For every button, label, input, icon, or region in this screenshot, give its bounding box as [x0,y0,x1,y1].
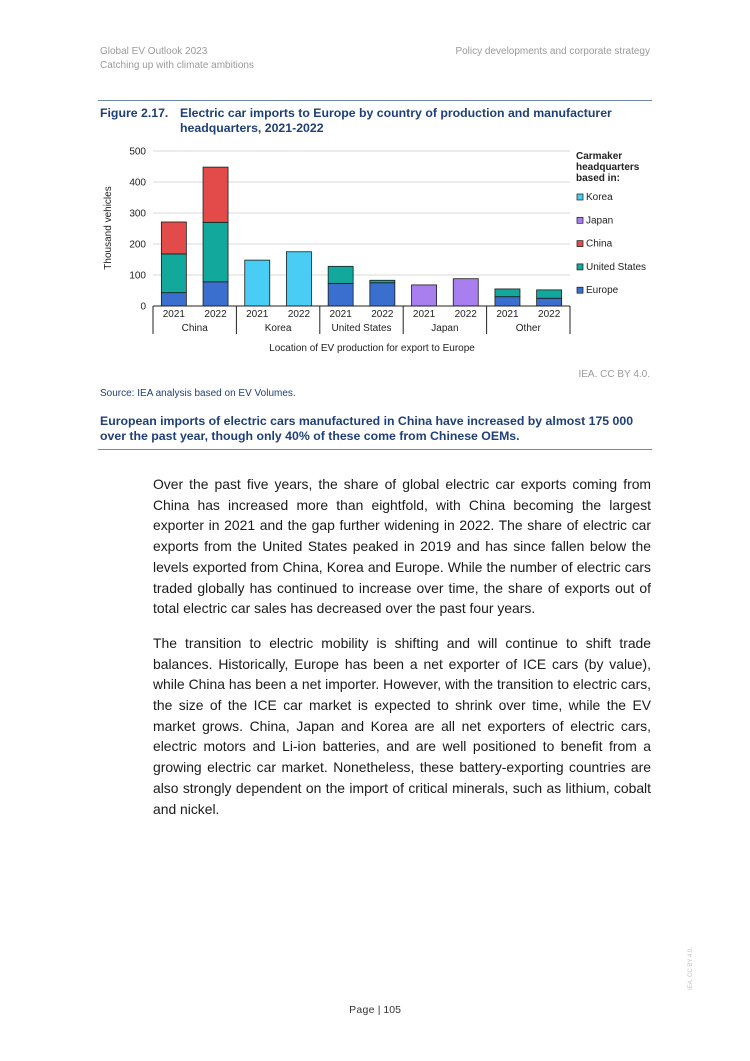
running-header-left [100,45,254,73]
bar-segment-korea [245,260,270,306]
group-label: United States [331,323,392,334]
x-tick-label: 2021 [162,309,185,320]
bar-segment-united-states [203,222,228,282]
stacked-bar-chart [98,142,654,364]
bar-segment-japan [412,285,437,306]
bar-segment-europe [370,283,395,306]
legend-entry: Japan [586,215,614,227]
y-axis-label: Thousand vehicles [103,186,114,270]
group-label: Japan [431,323,459,334]
y-tick-label: 400 [129,177,146,189]
figure-title [100,106,652,136]
y-tick-label: 500 [129,146,146,158]
y-tick-label: 100 [129,270,146,282]
legend-swatch [577,241,583,247]
body-paragraph: The transition to electric mobility is shifting and will continue to shift trade balances. Historically, Europe has been a net exporter of ICE cars (by value), while China has been a net importer. However, with the transition to electric cars, the size of the ICE car market is expected to shrink over time, while the EV market grows. China, Japan and Korea are all net exporters of electric cars, electric motors and Li-ion batteries, and are well positioned to benefit from a growing electric car market. Nonetheless, these battery-exporting countries are also strongly dependent on the import of critical minerals, such as lithium, cobalt and nickel. [153,634,651,817]
legend-title-line-2: headquarters [576,162,640,173]
legend-title-line-3: based in: [576,173,620,184]
y-tick-label: 0 [140,301,146,313]
bar-segment-europe [537,298,562,306]
group-label: Korea [264,323,292,334]
body-text [153,474,651,833]
bar-segment-united-states [328,266,353,283]
x-tick-label: 2021 [329,309,352,320]
bar-segment-korea [286,252,311,306]
figure-takeaway: European imports of electric cars manufactured in China have increased by almost 175 000 over the past year, though only 40% of these come from Chinese OEMs. [100,414,634,443]
group-label: Other [515,323,541,334]
page-label: Page [349,1004,375,1016]
legend-swatch [577,264,583,270]
figure-title-text: Electric car imports to Europe by country of production and manufacturer headquarters, 2021-2022 [180,106,612,135]
legend-title [576,151,642,184]
legend-swatch [577,194,583,200]
bar-segment-europe [328,283,353,306]
x-tick-label: 2022 [371,309,394,320]
x-tick-label: 2021 [246,309,269,320]
legend-title-line-1: Carmaker [576,151,623,162]
bar-segment-japan [453,279,478,306]
legend-entry: Korea [586,192,613,203]
side-credit: IEA. CC BY 4.0. [688,947,694,990]
figure-top-rule [98,100,652,101]
group-label: China [181,323,208,334]
x-tick-label: 2022 [538,309,561,320]
x-axis [153,306,570,334]
report-title: Global EV Outlook 2023 [100,46,208,57]
page-number-value: 105 [383,1004,401,1016]
x-tick-label: 2022 [454,309,477,320]
bar-segment-united-states [495,289,520,297]
x-tick-label: 2022 [204,309,227,320]
takeaway-bottom-rule [98,449,652,450]
y-tick-label: 200 [129,239,146,251]
bar-segment-united-states [370,280,395,282]
y-tick-label: 300 [129,208,146,220]
bar-segment-united-states [537,290,562,298]
legend-swatch [577,287,583,293]
bar-segment-china [161,222,186,254]
body-paragraph: Over the past five years, the share of global electric car exports coming from China has increased more than eightfold, with China becoming the largest exporter in 2021 and the gap further widening in 2022. The share of electric car exports from the United States peaked in 2019 and has since fallen below the levels exported from China, Korea and Europe. While the number of electric cars traded globally has continued to increase over time, the share of exports out of total electric car sales has decreased over the past four years. [153,476,651,617]
bar-segment-europe [495,297,520,306]
bar-segment-europe [203,282,228,306]
x-tick-label: 2021 [412,309,436,320]
legend-entry: Europe [586,285,619,297]
figure-credit: IEA. CC BY 4.0. [578,369,650,380]
legend-swatch [577,217,583,223]
page-number [0,1004,750,1016]
page-separator: | [377,1004,381,1016]
x-axis-label: Location of EV production for export to Europe [269,343,475,354]
x-tick-label: 2021 [496,309,519,320]
running-header-right: Policy developments and corporate strategy [455,46,650,57]
legend-entry: United States [586,261,647,273]
x-tick-label: 2022 [287,309,311,320]
figure-number: Figure 2.17. [100,106,169,120]
legend [576,151,646,296]
chapter-title: Catching up with climate ambitions [100,60,254,71]
bar-segment-europe [161,293,186,306]
bar-segment-china [203,167,228,222]
figure-source: Source: IEA analysis based on EV Volumes. [100,388,296,399]
bars [161,167,561,306]
bar-segment-united-states [161,254,186,293]
legend-entry: China [586,238,613,250]
y-tick-labels [129,147,146,313]
